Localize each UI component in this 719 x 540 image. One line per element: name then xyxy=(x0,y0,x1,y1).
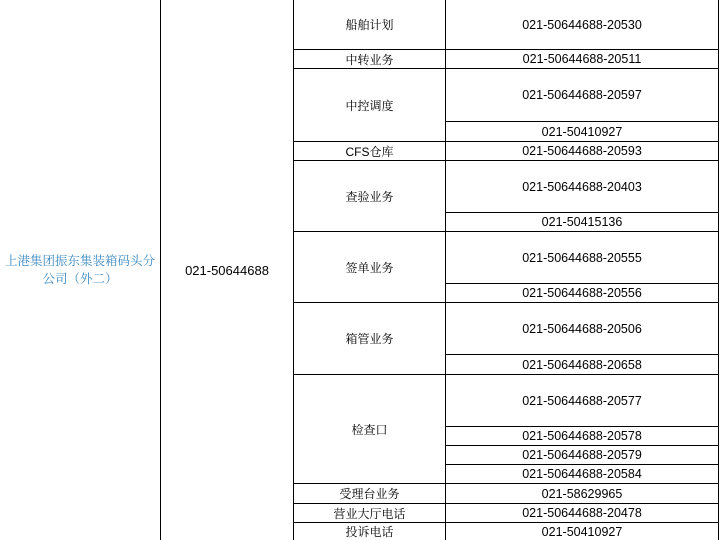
phone-number: 021-50644688-20403 xyxy=(522,179,642,194)
dept-name: 营业大厅电话 xyxy=(333,506,406,521)
phone-number: 021-50644688-20506 xyxy=(522,321,642,336)
phone-number: 021-50644688-20584 xyxy=(522,467,642,481)
phone-number: 021-58629965 xyxy=(541,486,623,501)
dept-name: CFS仓库 xyxy=(345,144,394,159)
dept-name: 查验业务 xyxy=(345,189,394,204)
phone-number: 021-50644688-20555 xyxy=(522,250,642,265)
dept-name: 投诉电话 xyxy=(345,525,394,539)
dept-name: 签单业务 xyxy=(345,260,394,275)
phone-number: 021-50644688-20578 xyxy=(522,429,642,443)
phone-number: 021-50410927 xyxy=(541,124,623,139)
phone-number: 021-50644688-20478 xyxy=(522,506,642,520)
dept-name: 中控调度 xyxy=(345,98,394,113)
phone-number: 021-50410927 xyxy=(541,524,623,539)
dept-name: 箱管业务 xyxy=(345,332,394,346)
phone-number: 021-50644688-20556 xyxy=(522,286,642,300)
dept-name: 船舶计划 xyxy=(345,18,394,32)
phone-number: 021-50644688-20579 xyxy=(522,448,642,462)
phone-number: 021-50644688-20658 xyxy=(522,357,642,372)
phone-number: 021-50644688-20511 xyxy=(522,52,642,66)
main-phone: 021-50644688 xyxy=(185,262,269,278)
phone-number: 021-50644688-20597 xyxy=(522,88,642,102)
phone-number: 021-50644688-20593 xyxy=(522,144,642,158)
dept-name: 检查口 xyxy=(351,422,388,437)
phone-number: 021-50415136 xyxy=(541,215,623,229)
company-name: 上港集团振东集装箱码头分公司（外二） xyxy=(4,253,155,286)
dept-name: 中转业务 xyxy=(345,52,394,67)
phone-number: 021-50644688-20577 xyxy=(522,393,642,408)
dept-name: 受理台业务 xyxy=(339,487,400,501)
phone-number: 021-50644688-20530 xyxy=(522,17,642,32)
